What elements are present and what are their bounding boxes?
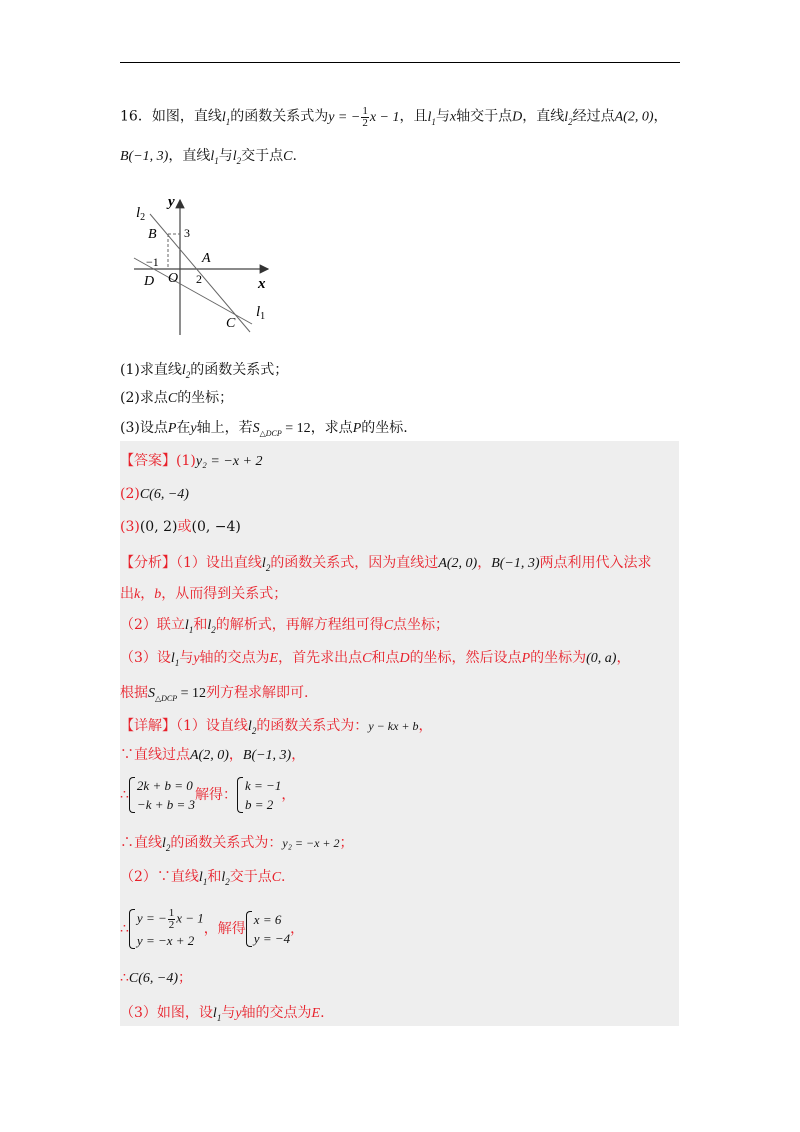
math-l1: $l_1$ [221, 109, 231, 127]
detail-line-4: ∴直线$l_2$的函数关系式为：y₂ = −x + 2； [120, 835, 354, 853]
answer-line-2: (2)C(6, −4) [120, 486, 189, 502]
text: 16．如图，直线 [120, 108, 222, 125]
detail-line-8: （3）如图，设$l_1$与y轴的交点为E. [120, 1005, 325, 1023]
math-A: A(2, 0) [614, 109, 654, 125]
label-minus1: −1 [146, 255, 159, 269]
text: 轴交于点 [456, 108, 513, 125]
label-B: B [148, 227, 157, 242]
analysis-line-4: （3）设$l_1$与y轴的交点为E，首先求出点C和点D的坐标，然后设点P的坐标为(0, a)， [120, 650, 631, 668]
text: 与 [435, 108, 450, 125]
label-2: 2 [196, 272, 202, 286]
answer-line-3: (3)(0, 2)或(0, −4) [120, 519, 241, 535]
detail-line-2: ∵直线过点A(2, 0)，B(−1, 3)， [120, 747, 306, 763]
detail-line-3: ∴ 2k + b = 0 −k + b = 3 解得： k = −1 b = 2 ， [120, 778, 296, 812]
math-B: B(−1, 3) [120, 149, 169, 164]
analysis-line-5: 根据$S_{\triangle DCP} = 12$列方程求解即可. [120, 685, 309, 703]
label-y: y [168, 194, 175, 210]
detail-line-7: ∴C(6, −4)； [120, 970, 193, 986]
answer-line-1: 【答案】(1)y₂ = −x + 2 [120, 453, 263, 469]
question-3: (3)设点P在y轴上，若$S_{\triangle DCP} = 12$，求点P的坐标. [120, 420, 408, 438]
text: 经过点 [572, 108, 615, 125]
label-D: D [144, 274, 155, 289]
label-x: x [258, 276, 266, 292]
text: 的函数关系式为 [230, 108, 329, 125]
text: ，直线 [168, 148, 211, 164]
label-3: 3 [184, 226, 190, 240]
math-l1: $l_1$ [427, 109, 436, 127]
math-eq-l1: y = − $\frac{1}{2}$ x − 1 [328, 105, 400, 129]
label-A: A [202, 251, 211, 266]
problem-line-2: B(−1, 3)，直线$l_1$与$l_2$交于点C. [120, 148, 297, 166]
math-x: x [449, 109, 457, 125]
analysis-line-1: 【分析】（1）设出直线$l_2$的函数关系式，因为直线过A(2, 0)，B(−1, 3)两点利用代入法求 [120, 555, 652, 573]
text: 交于点 [241, 148, 284, 164]
math-C: C [283, 149, 293, 164]
analysis-line-2: 出k，b，从而得到关系式； [120, 586, 288, 602]
text: 与 [218, 148, 233, 164]
math-l1: $l_1$ [210, 149, 219, 166]
label-O: O [168, 271, 179, 286]
detail-line-6: ∴ y = − $\frac{1}{2}$ x − 1 y = −x + 2 ，解得 x = 6 y = −4 ， [120, 907, 305, 948]
math-D: D [512, 109, 523, 125]
label-C: C [226, 316, 236, 331]
text: ，且 [399, 108, 428, 125]
math-l2: $l_2$ [232, 149, 242, 166]
detail-line-1: 【详解】（1）设直线$l_2$的函数关系式为：y − kx + b， [120, 718, 433, 736]
problem-line-1: 16．如图，直线$l_1$的函数关系式为y = − $\frac{1}{2}$ x − 1，且$l_1$与x轴交于点D，直线$l_2$经过点A(2, 0)， [120, 105, 668, 129]
label-l2: $l_2$ [136, 205, 146, 223]
question-2: (2)求点C的坐标； [120, 390, 234, 406]
header-rule [120, 62, 680, 63]
math-l2: $l_2$ [564, 109, 573, 127]
text: ，直线 [522, 108, 565, 125]
detail-line-5: （2）∵直线$l_1$和$l_2$交于点C. [120, 869, 286, 887]
label-l1: $l_1$ [256, 304, 266, 322]
coordinate-figure [128, 190, 288, 340]
question-1: (1)求直线$l_2$的函数关系式； [120, 362, 289, 380]
analysis-line-3: （2）联立$l_1$和$l_2$的解析式，再解方程组可得C点坐标； [120, 617, 450, 635]
